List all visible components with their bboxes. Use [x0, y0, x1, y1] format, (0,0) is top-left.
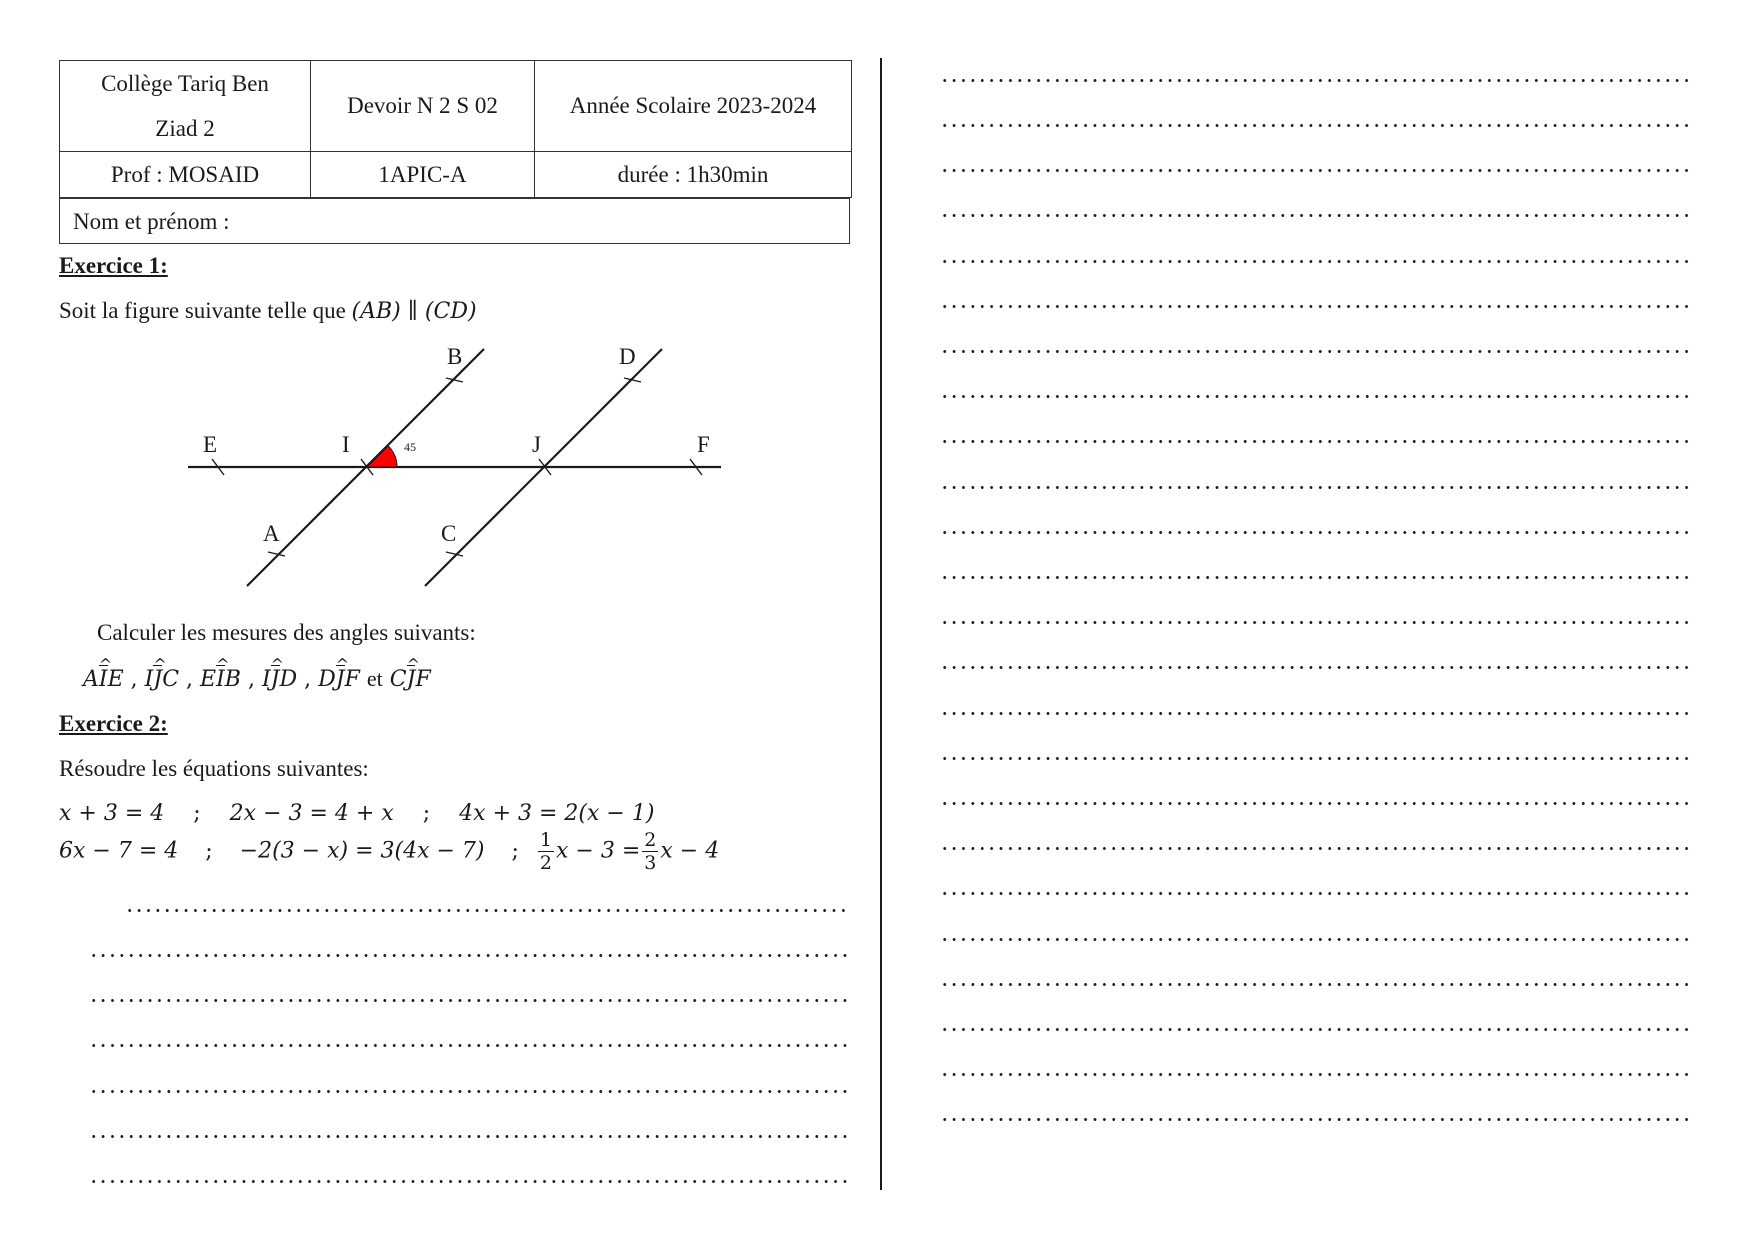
equation-4: 6x − 7 = 4 — [59, 838, 179, 864]
exercise-1-title: Exercice 1: — [59, 253, 168, 278]
name-label: Nom et prénom : — [73, 209, 230, 234]
angle-eib: EI ^ B — [200, 655, 241, 692]
answer-line — [940, 169, 1692, 172]
angle-cjf: CJ ^ F — [389, 655, 431, 692]
exercise-1-instruction: Calculer les mesures des angles suivants: — [97, 620, 476, 645]
exam-cell: Devoir N 2 S 02 — [311, 61, 535, 152]
angle-aie: AI ^ E — [83, 655, 124, 692]
teacher-cell: Prof : MOSAID — [60, 152, 311, 198]
answer-line — [89, 999, 850, 1002]
school-line-1: Collège Tariq Ben — [101, 71, 269, 96]
fraction-two-thirds: $\frac{2}{3}$ — [644, 829, 657, 874]
class-cell: 1APIC-A — [311, 152, 535, 198]
answer-line — [940, 576, 1692, 579]
fraction-one-half: $\frac{1}{2}$ — [539, 829, 553, 874]
answer-line — [89, 954, 850, 957]
answer-line — [940, 486, 1692, 489]
equation-1: x + 3 = 4 — [59, 801, 165, 826]
answer-line — [89, 1180, 850, 1183]
answer-line — [940, 350, 1692, 353]
duration-cell: durée : 1h30min — [535, 152, 852, 198]
answer-line — [940, 1028, 1692, 1031]
angle-label: 45 — [404, 440, 416, 454]
school-line-2: Ziad 2 — [155, 116, 215, 141]
answer-line — [940, 1073, 1692, 1076]
parallel-statement: (AB) ∥ (CD) — [351, 299, 477, 324]
answer-line — [940, 621, 1692, 624]
equation-2: 2x − 3 = 4 + x — [229, 801, 394, 826]
exercise-2-title: Exercice 2: — [59, 711, 168, 736]
answer-line — [89, 1090, 850, 1093]
answer-line — [940, 892, 1692, 895]
label-c: C — [441, 521, 457, 546]
year-cell: Année Scolaire 2023-2024 — [535, 61, 852, 152]
answer-line — [940, 305, 1692, 308]
exercise-1-intro-text: Soit la figure suivante telle que — [59, 298, 346, 323]
label-i: I — [342, 432, 350, 457]
column-divider — [880, 58, 882, 1190]
answer-line — [940, 757, 1692, 760]
angle-ijd: IJ ^ D — [261, 655, 298, 692]
label-j: J — [532, 432, 541, 457]
answer-line — [940, 124, 1692, 127]
answer-line — [940, 1118, 1692, 1121]
answer-line — [125, 909, 850, 912]
angle-ijc: IJ ^ C — [144, 655, 180, 692]
equation-6-end: x − 4 — [660, 838, 720, 864]
answer-line — [89, 1135, 850, 1138]
equations-line-2: 6x − 7 = 4 ; −2(3 − x) = 3(4x − 7) ; $\frac{1}{2}$ x − 3 = $\frac{2}{3}$ x − 4 — [59, 829, 720, 874]
answer-line — [940, 395, 1692, 398]
answer-line — [940, 712, 1692, 715]
label-a: A — [263, 521, 280, 546]
label-b: B — [447, 344, 463, 369]
exercise-2-instruction: Résoudre les équations suivantes: — [59, 756, 369, 781]
answer-line — [940, 802, 1692, 805]
answer-line — [89, 1044, 850, 1047]
answer-line — [940, 440, 1692, 443]
answer-line — [940, 983, 1692, 986]
label-f: F — [697, 432, 710, 457]
angle-marker — [367, 446, 397, 467]
equation-3: 4x + 3 = 2(x − 1) — [459, 801, 655, 826]
answer-line — [940, 666, 1692, 669]
angles-list: AI ^ E , IJ ^ C , EI ^ B , IJ ^ D , DJ ^ F et CJ ^ F — [83, 655, 431, 692]
answer-line — [940, 531, 1692, 534]
answer-line — [940, 79, 1692, 82]
label-e: E — [203, 432, 218, 457]
angle-djf: DJ ^ F — [318, 655, 360, 692]
answer-line — [940, 214, 1692, 217]
label-d: D — [619, 344, 636, 369]
equation-5: −2(3 − x) = 3(4x − 7) — [239, 838, 485, 864]
equations-line-1: x + 3 = 4 ; 2x − 3 = 4 + x ; 4x + 3 = 2(x − 1) — [59, 801, 655, 826]
answer-line — [940, 938, 1692, 941]
answer-line — [940, 847, 1692, 850]
answer-line — [940, 260, 1692, 263]
